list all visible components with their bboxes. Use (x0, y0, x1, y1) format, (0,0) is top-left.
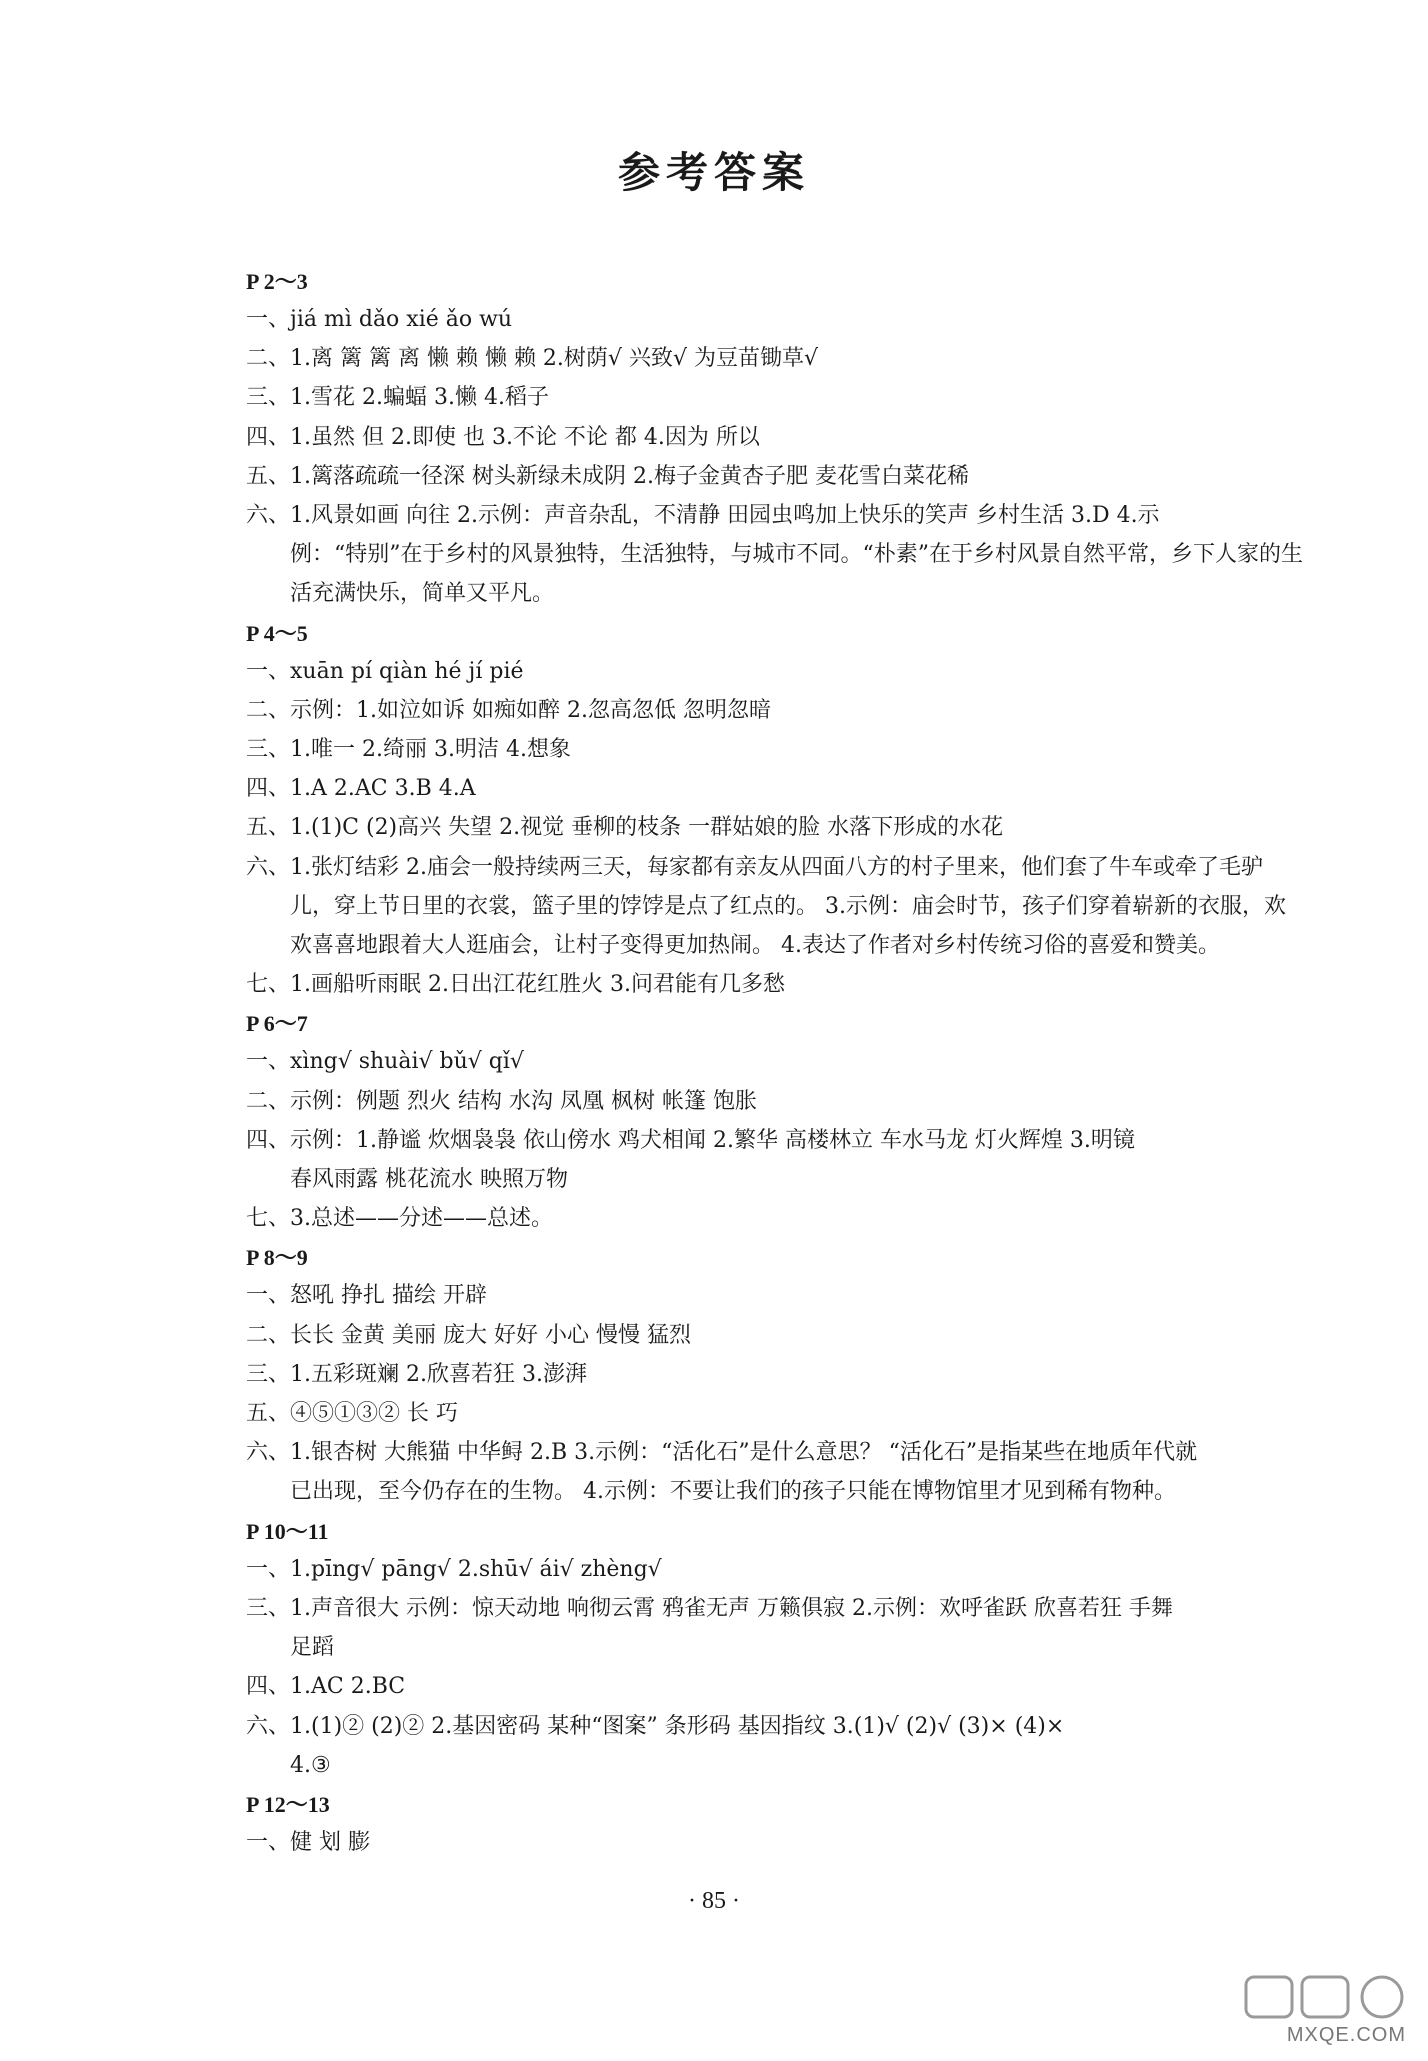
page-range-heading: P 4～5 (246, 620, 308, 646)
page-number: · 85 · (688, 1888, 740, 1914)
answer-line: 四、1.虽然 但 2.即使 也 3.不论 不论 都 4.因为 所以 (246, 424, 760, 450)
answer-line: 三、1.雪花 2.蝙蝠 3.懒 4.稻子 (246, 385, 549, 411)
answer-line: 一、xìng√ shuài√ bǔ√ qǐ√ (246, 1049, 524, 1075)
answer-line: 六、1.风景如画 向往 2.示例：声音杂乱，不清静 田园虫鸣加上快乐的笑声 乡村生活 3.D 4.示 (246, 503, 1160, 529)
answer-line: 四、1.AC 2.BC (246, 1674, 406, 1700)
answer-line: 五、④⑤①③② 长 巧 (246, 1401, 458, 1427)
answer-line: 一、jiá mì dǎo xié ǎo wú (246, 307, 513, 332)
answer-line: 三、1.唯一 2.绮丽 3.明洁 4.想象 (246, 737, 571, 763)
answer-line-continued: 4.③ (290, 1752, 331, 1778)
watermark-text: MXQE.COM (1286, 2024, 1406, 2046)
answer-line-continued: 足蹈 (290, 1635, 335, 1661)
answer-line-continued: 活充满快乐，简单又平凡。 (290, 581, 555, 607)
answer-line: 一、怒吼 挣扎 描绘 开辟 (246, 1283, 487, 1309)
answer-line: 二、长长 金黄 美丽 庞大 好好 小心 慢慢 猛烈 (246, 1322, 691, 1348)
answer-line: 一、1.pīng√ pāng√ 2.shū√ ái√ zhèng√ (246, 1556, 662, 1582)
page-title: 参考答案 (617, 148, 810, 197)
answer-line: 一、健 划 膨 (246, 1829, 370, 1855)
answer-line: 四、示例：1.静谧 炊烟袅袅 依山傍水 鸡犬相闻 2.繁华 高楼林立 车水马龙 灯火辉煌 3.明镜 (246, 1127, 1135, 1153)
page-range-heading: P 6～7 (246, 1011, 308, 1037)
answer-line: 三、1.五彩斑斓 2.欣喜若狂 3.澎湃 (246, 1361, 587, 1387)
answer-line: 七、3.总述——分述——总述。 (246, 1206, 553, 1232)
answer-line-continued: 例：“特别”在于乡村的风景独特，生活独特，与城市不同。“朴素”在于乡村风景自然平常，乡下人家的生 (290, 542, 1303, 568)
answer-line-continued: 儿，穿上节日里的衣裳，篮子里的饽饽是点了红点的。 3.示例：庙会时节，孩子们穿着崭新的衣服，欢 (290, 893, 1286, 919)
answer-line: 二、示例：例题 烈火 结构 水沟 凤凰 枫树 帐篷 饱胀 (246, 1088, 757, 1114)
answer-line: 二、1.离 篱 篱 离 懒 赖 懒 赖 2.树荫√ 兴致√ 为豆苗锄草√ (246, 346, 818, 372)
page-range-heading: P 10～11 (246, 1518, 329, 1544)
answer-line: 二、示例：1.如泣如诉 如痴如醉 2.忽高忽低 忽明忽暗 (246, 697, 771, 723)
answer-line-continued: 春风雨露 桃花流水 映照万物 (290, 1167, 568, 1193)
answer-line: 五、1.(1)C (2)高兴 失望 2.视觉 垂柳的枝条 一群姑娘的脸 水落下形成的水花 (246, 815, 1004, 841)
answer-line: 六、1.(1)② (2)② 2.基因密码 某种“图案” 条形码 基因指纹 3.(1)√ (2)√ (3)× (4)× (246, 1713, 1065, 1739)
answer-line-continued: 欢喜喜地跟着大人逛庙会，让村子变得更加热闹。 4.表达了作者对乡村传统习俗的喜爱和赞美。 (290, 933, 1220, 959)
answer-line: 五、1.篱落疏疏一径深 树头新绿未成阴 2.梅子金黄杏子肥 麦花雪白菜花稀 (246, 463, 969, 489)
page-range-heading: P 2～3 (246, 269, 308, 294)
answer-line: 四、1.A 2.AC 3.B 4.A (246, 776, 476, 802)
answer-line-continued: 已出现，至今仍存在的生物。 4.示例：不要让我们的孩子只能在博物馆里才见到稀有物种。 (290, 1479, 1176, 1505)
answer-line: 六、1.张灯结彩 2.庙会一般持续两三天，每家都有亲友从四面八方的村子里来，他们套了牛车或牵了毛驴 (246, 854, 1263, 880)
page-range-heading: P 12～13 (246, 1791, 330, 1817)
page-range-heading: P 8～9 (246, 1245, 308, 1271)
answer-line: 七、1.画船听雨眠 2.日出江花红胜火 3.问君能有几多愁 (246, 972, 785, 998)
answer-line: 一、xuān pí qiàn hé jí pié (246, 658, 524, 684)
answer-line: 三、1.声音很大 示例：惊天动地 响彻云霄 鸦雀无声 万籁俱寂 2.示例：欢呼雀跃 欣喜若狂 手舞 (246, 1595, 1173, 1621)
answer-content (246, 262, 1396, 1862)
answer-line: 六、1.银杏树 大熊猫 中华鲟 2.B 3.示例：“活化石”是什么意思？ “活化石”是指某些在地质年代就 (246, 1440, 1198, 1466)
